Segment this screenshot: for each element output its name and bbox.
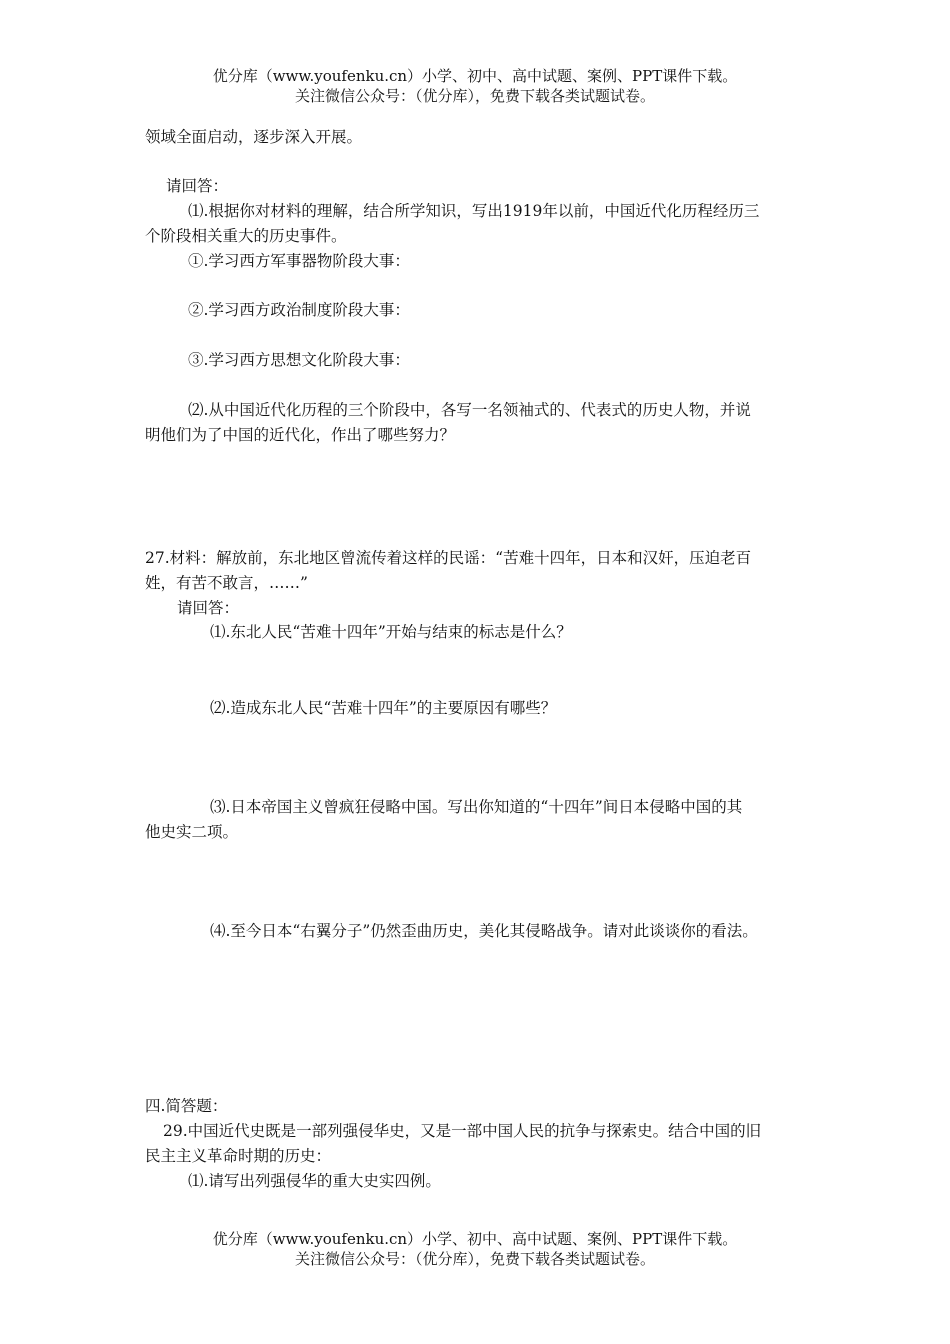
footer-line-2: 关注微信公众号：（优分库），免费下载各类试题试卷。 [294, 1250, 655, 1268]
q29-line2: 民主主义革命时期的历史： [145, 1147, 332, 1165]
q27-part2: ⑵.造成东北人民“苦难十四年”的主要原因有哪些？ [210, 699, 557, 717]
q26-prompt: 请回答： [166, 177, 229, 195]
q27-part4: ⑷.至今日本“右翼分子”仍然歪曲历史，美化其侵略战争。请对此谈谈你的看法。 [210, 922, 758, 940]
q27-material-line2: 姓，有苦不敢言，……” [145, 574, 308, 592]
q27-part1: ⑴.东北人民“苦难十四年”开始与结束的标志是什么？ [210, 623, 572, 641]
q29-line1: 29.中国近代史既是一部列强侵华史，又是一部中国人民的抗争与探索史。结合中国的旧 [163, 1122, 762, 1140]
section4-title: 四.简答题： [145, 1097, 228, 1115]
header-line-1: 优分库（www.youfenku.cn）小学、初中、高中试题、案例、PPT课件下载。 [212, 67, 738, 85]
q26-stage3: ③.学习西方思想文化阶段大事： [188, 351, 410, 369]
q26-stage2: ②.学习西方政治制度阶段大事： [188, 301, 410, 319]
q27-part3-line1: ⑶.日本帝国主义曾疯狂侵略中国。写出你知道的“十四年”间日本侵略中国的其 [210, 798, 743, 816]
q27-prompt: 请回答： [177, 599, 240, 617]
q26-stage1: ①.学习西方军事器物阶段大事： [188, 252, 410, 270]
q27-material-line1: 27.材料：解放前，东北地区曾流传着这样的民谣：“苦难十四年，日本和汉奸，压迫老百 [145, 549, 752, 567]
continuation-text: 领域全面启动，逐步深入开展。 [145, 128, 363, 146]
q26-part1-line1: ⑴.根据你对材料的理解，结合所学知识，写出1919年以前，中国近代化历程经历三 [188, 202, 760, 220]
q29-part1: ⑴.请写出列强侵华的重大史实四例。 [188, 1172, 441, 1190]
q26-part2-line2: 明他们为了中国的近代化，作出了哪些努力？ [145, 426, 456, 444]
footer-line-1: 优分库（www.youfenku.cn）小学、初中、高中试题、案例、PPT课件下载。 [212, 1230, 738, 1248]
q27-part3-line2: 他史实二项。 [145, 823, 239, 841]
header-line-2: 关注微信公众号：（优分库），免费下载各类试题试卷。 [294, 87, 655, 105]
q26-part1-line2: 个阶段相关重大的历史事件。 [145, 227, 347, 245]
q26-part2-line1: ⑵.从中国近代化历程的三个阶段中，各写一名领袖式的、代表式的历史人物，并说 [188, 401, 751, 419]
